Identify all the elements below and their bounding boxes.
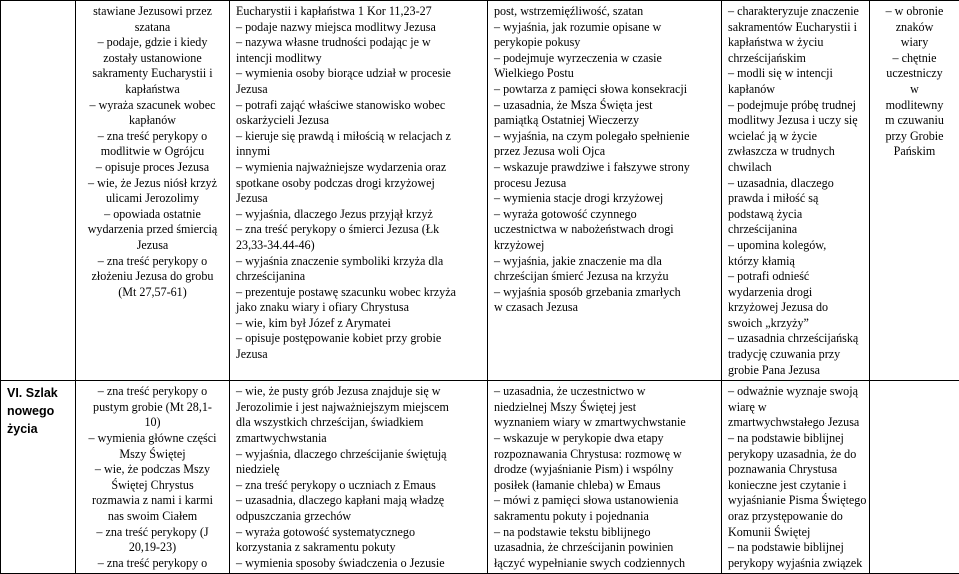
text-line: (Mt 27,57-61) <box>82 285 223 301</box>
text-line: post, wstrzemięźliwość, szatan <box>494 4 715 20</box>
text-line: kapłaństwa <box>82 82 223 98</box>
text-line: – modli się w intencji <box>728 66 863 82</box>
text-line: – na podstawie biblijnej <box>728 431 863 447</box>
text-line: – wie, że pusty grób Jezusa znajduje się w <box>236 384 481 400</box>
text-line: – podaje nazwy miejsca modlitwy Jezusa <box>236 20 481 36</box>
text-line: – wyjaśnia, na czym polegało spełnienie <box>494 129 715 145</box>
text-line: – uzasadnia, że Msza Święta jest <box>494 98 715 114</box>
text-line: VI. Szlak <box>7 384 69 402</box>
text-line: swoich „krzyży” <box>728 316 863 332</box>
text-line: Jezusa <box>82 238 223 254</box>
text-line: – wyjaśnia sposób grzebania zmarłych <box>494 285 715 301</box>
text-line: – zna treść perykopy o uczniach z Emaus <box>236 478 481 494</box>
text-line: – na podstawie biblijnej <box>728 540 863 556</box>
section-cell <box>1 1 76 381</box>
text-line: korzystania z sakramentu pokuty <box>236 540 481 556</box>
text-line: – prezentuje postawę szacunku wobec krzyża <box>236 285 481 301</box>
text-line: m czuwaniu <box>876 113 953 129</box>
text-line: zmartwychwstania <box>236 431 481 447</box>
text-line: – opowiada ostatnie <box>82 207 223 223</box>
section-title-cell <box>1 381 76 574</box>
text-line: wydarzenia drogi <box>728 285 863 301</box>
text-line: ulicami Jerozolimy <box>82 191 223 207</box>
text-line: – zna treść perykopy o <box>82 129 223 145</box>
text-line: intencji modlitwy <box>236 51 481 67</box>
text-line: wcielać ją w życie <box>728 129 863 145</box>
text-line: Jezusa <box>236 82 481 98</box>
text-line: posiłek (łamanie chleba) w Emaus <box>494 478 715 494</box>
text-line: – potrafi odnieść <box>728 269 863 285</box>
text-line: w <box>876 82 953 98</box>
requirements-good-cell <box>488 1 722 381</box>
text-line: szatana <box>82 20 223 36</box>
text-line: – wyjaśnia, jak rozumie opisane w <box>494 20 715 36</box>
text-line: Świętej Chrystus <box>82 478 223 494</box>
text-line: – zna treść perykopy o śmierci Jezusa (Łk <box>236 222 481 238</box>
text-line: zostały ustanowione <box>82 51 223 67</box>
text-line: – uzasadnia, dlaczego <box>728 176 863 192</box>
text-line: perykopy wyjaśnia związek <box>728 556 863 572</box>
text-line: – nazywa własne trudności podając je w <box>236 35 481 51</box>
text-line: życia <box>7 420 69 438</box>
text-line: – wskazuje prawdziwe i fałszywe strony <box>494 160 715 176</box>
requirements-very-good-cell <box>722 1 870 381</box>
text-line: niedzielę <box>236 462 481 478</box>
text-line: modlitwie w Ogrójcu <box>82 144 223 160</box>
text-line: chrześcijan śmierć Jezusa na krzyżu <box>494 269 715 285</box>
text-line: – odważnie wyznaje swoją <box>728 384 863 400</box>
table-row-section-vi <box>1 381 959 574</box>
text-line: dla wszystkich chrześcijan, świadkiem <box>236 415 481 431</box>
text-line: – wymienia główne części <box>82 431 223 447</box>
text-line: – uzasadnia, dlaczego kapłani mają władzę <box>236 493 481 509</box>
text-line: zwłaszcza w trudnych <box>728 144 863 160</box>
text-line: kapłaństwa w życiu <box>728 35 863 51</box>
requirements-very-good-cell <box>722 381 870 574</box>
text-line: złożeniu Jezusa do grobu <box>82 269 223 285</box>
text-line: nowego <box>7 402 69 420</box>
text-line: chrześcijańskim <box>728 51 863 67</box>
text-line: – opisuje postępowanie kobiet przy grobie <box>236 331 481 347</box>
text-line: przy Grobie <box>876 129 953 145</box>
text-line: – wyraża szacunek wobec <box>82 98 223 114</box>
text-line: wyznaniem wiary w zmartwychwstanie <box>494 415 715 431</box>
text-line: – wie, że Jezus niósł krzyż <box>82 176 223 192</box>
text-line: 10) <box>82 415 223 431</box>
text-line: – zna treść perykopy o <box>82 384 223 400</box>
text-line: – wyjaśnia, dlaczego Jezus przyjął krzyż <box>236 207 481 223</box>
text-line: – mówi z pamięci słowa ustanowienia <box>494 493 715 509</box>
text-line: – wie, kim był Józef z Arymatei <box>236 316 481 332</box>
text-line: modlitewny <box>876 98 953 114</box>
text-line: krzyżowej <box>494 238 715 254</box>
text-line: oraz przystępowanie do <box>728 509 863 525</box>
text-line: chwilach <box>728 160 863 176</box>
text-line: chrześcijanina <box>728 222 863 238</box>
text-line: – podejmuje próbę trudnej <box>728 98 863 114</box>
text-line: wydarzenia przed śmiercią <box>82 222 223 238</box>
text-line: – opisuje proces Jezusa <box>82 160 223 176</box>
requirements-basic-cell <box>76 1 230 381</box>
text-line: – wymienia sposoby świadczenia o Jezusie <box>236 556 481 572</box>
text-line: uczestnictwa w nabożeństwach drogi <box>494 222 715 238</box>
requirements-sufficient-cell <box>230 381 488 574</box>
text-line: sakramentu pokuty i pojednania <box>494 509 715 525</box>
text-line: – wyjaśnia, dlaczego chrześcijanie świętują <box>236 447 481 463</box>
text-line: modlitwy Jezusa i uczy się <box>728 113 863 129</box>
text-line: pustym grobie (Mt 28,1- <box>82 400 223 416</box>
text-line: – wskazuje w perykopie dwa etapy <box>494 431 715 447</box>
requirements-good-cell <box>488 381 722 574</box>
text-line: – charakteryzuje znaczenie <box>728 4 863 20</box>
table-row-continuation <box>1 1 959 381</box>
text-line: 20,19-23) <box>82 540 223 556</box>
text-line: – zna treść perykopy (J <box>82 525 223 541</box>
text-line: spotkane osoby podczas drogi krzyżowej <box>236 176 481 192</box>
text-line: procesu Jezusa <box>494 176 715 192</box>
text-line: – powtarza z pamięci słowa konsekracji <box>494 82 715 98</box>
text-line: – wymienia osoby biorące udział w procesie <box>236 66 481 82</box>
text-line: 23,33-34.44-46) <box>236 238 481 254</box>
text-line: – zna treść perykopy o <box>82 254 223 270</box>
text-line: prawda i miłość są <box>728 191 863 207</box>
text-line: jako znaku wiary i ofiary Chrystusa <box>236 300 481 316</box>
text-line: uczestniczy <box>876 66 953 82</box>
text-line: tradycję czuwania przy <box>728 347 863 363</box>
text-line: pamiątką Ostatniej Wieczerzy <box>494 113 715 129</box>
text-line: – podejmuje wyrzeczenia w czasie <box>494 51 715 67</box>
text-line: podstawą życia <box>728 207 863 223</box>
text-line: – wymienia najważniejsze wydarzenia oraz <box>236 160 481 176</box>
text-line: drodze (wyjaśnianie Pism) i wspólny <box>494 462 715 478</box>
text-line: rozpoznawania Chrystusa: rozmowę w <box>494 447 715 463</box>
text-line: – na podstawie tekstu biblijnego <box>494 525 715 541</box>
text-line: kapłanów <box>728 82 863 98</box>
text-line: w czasach Jezusa <box>494 300 715 316</box>
text-line: chrześcijanina <box>236 269 481 285</box>
text-line: odpuszczania grzechów <box>236 509 481 525</box>
text-line: Pańskim <box>876 144 953 160</box>
text-line: innymi <box>236 144 481 160</box>
text-line: sakramentów Eucharystii i <box>728 20 863 36</box>
text-line: – potrafi zająć właściwe stanowisko wobec <box>236 98 481 114</box>
text-line: Jezusa <box>236 191 481 207</box>
text-line: – chętnie <box>876 51 953 67</box>
text-line: Wielkiego Postu <box>494 66 715 82</box>
text-line: poznawania Chrystusa <box>728 462 863 478</box>
text-line: Komunii Świętej <box>728 525 863 541</box>
text-line: wyjaśnianie Pisma Świętego <box>728 493 863 509</box>
text-line: sakramenty Eucharystii i <box>82 66 223 82</box>
requirements-basic-cell <box>76 381 230 574</box>
text-line: nas swoim Ciałem <box>82 509 223 525</box>
requirements-excellent-cell <box>870 1 959 381</box>
text-line: stawiane Jezusowi przez <box>82 4 223 20</box>
text-line: – uzasadnia chrześcijańską <box>728 331 863 347</box>
requirements-sufficient-cell <box>230 1 488 381</box>
text-line: – upomina kolegów, <box>728 238 863 254</box>
text-line: znaków <box>876 20 953 36</box>
text-line: – wyraża gotowość czynnego <box>494 207 715 223</box>
text-line: – wyraża gotowość systematycznego <box>236 525 481 541</box>
text-line: – uzasadnia, że uczestnictwo w <box>494 384 715 400</box>
text-line: przez Jezusa woli Ojca <box>494 144 715 160</box>
text-line: łączyć wypełnianie swych codziennych <box>494 556 715 572</box>
text-line: perykopie pokusy <box>494 35 715 51</box>
text-line: wiarę w <box>728 400 863 416</box>
text-line: Jerozolimie i jest najważniejszym miejscem <box>236 400 481 416</box>
text-line: Eucharystii i kapłaństwa 1 Kor 11,23-27 <box>236 4 481 20</box>
text-line: konieczne jest czytanie i <box>728 478 863 494</box>
text-line: – wyjaśnia znaczenie symboliki krzyża dla <box>236 254 481 270</box>
text-line: – wyjaśnia, jakie znaczenie ma dla <box>494 254 715 270</box>
text-line: – zna treść perykopy o <box>82 556 223 572</box>
text-line: zmartwychwstałego Jezusa <box>728 415 863 431</box>
text-line: – w obronie <box>876 4 953 20</box>
text-line: Jezusa <box>236 347 481 363</box>
text-line: uzasadnia, że chrześcijanin powinien <box>494 540 715 556</box>
requirements-excellent-cell <box>870 381 959 574</box>
text-line: rozmawia z nami i karmi <box>82 493 223 509</box>
text-line: wiary <box>876 35 953 51</box>
text-line: grobie Pana Jezusa <box>728 363 863 379</box>
text-line: – wie, że podczas Mszy <box>82 462 223 478</box>
text-line: którzy kłamią <box>728 254 863 270</box>
text-line: oskarżycieli Jezusa <box>236 113 481 129</box>
text-line: perykopy uzasadnia, że do <box>728 447 863 463</box>
text-line: – kieruje się prawdą i miłością w relacjach z <box>236 129 481 145</box>
text-line: – podaje, gdzie i kiedy <box>82 35 223 51</box>
text-line: kapłanów <box>82 113 223 129</box>
text-line: – wymienia stacje drogi krzyżowej <box>494 191 715 207</box>
text-line: Mszy Świętej <box>82 447 223 463</box>
text-line: niedzielnej Mszy Świętej jest <box>494 400 715 416</box>
text-line: krzyżowej Jezusa do <box>728 300 863 316</box>
